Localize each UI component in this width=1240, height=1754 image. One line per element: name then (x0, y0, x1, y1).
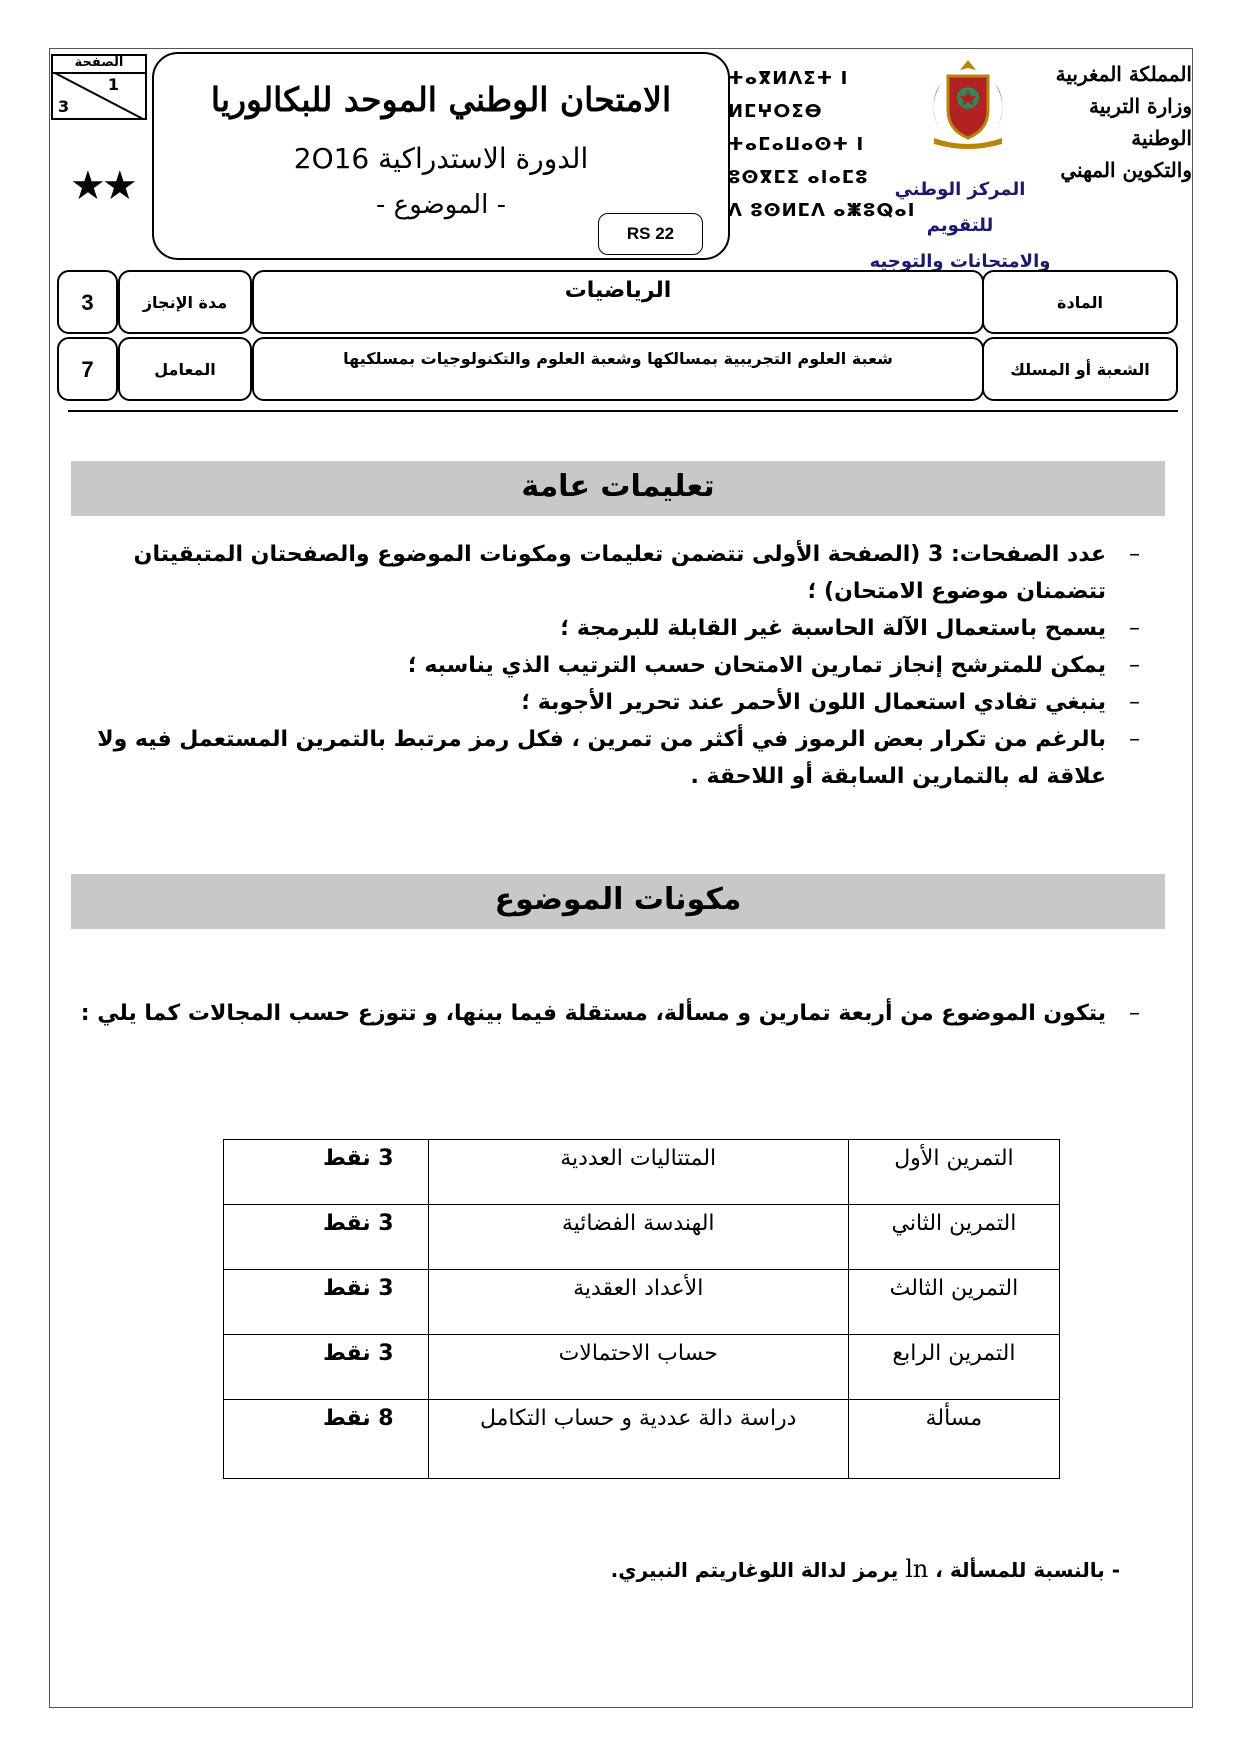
doc-type: - الموضوع - (376, 190, 506, 220)
tifinagh-line-2: ⵜⴰⵎⴰⵡⴰⵙⵜ ⵏ ⵓⵙⴳⵎⵉ ⴰⵏⴰⵎⵓ (728, 134, 869, 188)
tifinagh-line-3: ⴷ ⵓⵙⵍⵎⴷ ⴰⵥⵓⵕⴰⵏ (728, 200, 916, 221)
exercise-name: التمرين الثاني (848, 1205, 1059, 1270)
instructions-list (72, 536, 1140, 795)
branch-label-box (982, 337, 1178, 401)
tifinagh-line-1: ⵜⴰⴳⵍⴷⵉⵜ ⵏ ⵍⵎⵖⵔⵉⴱ (728, 68, 849, 122)
coef-value: 7 (81, 357, 94, 382)
center-line-2: والامتحانات والتوجيه (869, 251, 1051, 272)
instruction-item (72, 610, 1140, 647)
duration-box (57, 270, 118, 334)
page-label: الصفحة (53, 54, 145, 74)
exercise-name: التمرين الرابع (848, 1335, 1059, 1400)
instruction-item (72, 684, 1140, 721)
note-suffix: يرمز لدالة اللوغاريتم النبيري. (610, 1558, 906, 1582)
subject-box (252, 270, 984, 334)
components-intro (72, 992, 1140, 1036)
instruction-item (72, 647, 1140, 684)
instruction-text: يسمح باستعمال الآلة الحاسبة غير القابلة للبرمجة ؛ (560, 616, 1106, 641)
subject-name: الرياضيات (564, 278, 672, 303)
exercise-topic: المتتاليات العددية (428, 1140, 848, 1205)
ln-symbol: ln (905, 1555, 929, 1583)
list-dash: – (1129, 653, 1140, 678)
coef-box (57, 337, 118, 401)
branch-label: الشعبة أو المسلك (1010, 360, 1150, 379)
page-number-box (51, 54, 147, 120)
exercise-topic: حساب الاحتمالات (428, 1335, 848, 1400)
table-row (224, 1335, 1060, 1400)
list-dash: – (1129, 616, 1140, 641)
branch-box (252, 337, 984, 401)
exercise-points: 8 نقط (224, 1400, 429, 1479)
ln-note (580, 1555, 1120, 1583)
coat-of-arms-icon (918, 54, 1018, 154)
exercise-points: 3 نقط (224, 1205, 429, 1270)
exercise-points: 3 نقط (224, 1335, 429, 1400)
components-intro-text: يتكون الموضوع من أربعة تمارين و مسألة، مستقلة فيما بينها، و تتوزع حسب المجالات كما يلي : (80, 1001, 1106, 1026)
coef-label: المعامل (154, 360, 216, 379)
instructions-title: تعليمات عامة (71, 461, 1165, 516)
subject-label: المادة (1057, 293, 1103, 312)
components-table (223, 1139, 1060, 1479)
kingdom-line-2: وزارة التربية الوطنية (1088, 94, 1192, 150)
instruction-text: عدد الصفحات: 3 (الصفحة الأولى تتضمن تعليمات ومكونات الموضوع والصفحتان المتبقيتان تتضمنان موضوع الامتحان) ؛ (133, 542, 1106, 604)
difficulty-stars: ★★ (70, 163, 134, 209)
kingdom-line-1: المملكة المغربية (1055, 62, 1192, 86)
table-row (224, 1205, 1060, 1270)
exam-session: الدورة الاستدراكية 2O16 (293, 142, 589, 175)
subject-label-box (982, 270, 1178, 334)
instruction-text: بالرغم من تكرار بعض الرموز في أكثر من تمرين ، فكل رمز مرتبط بالتمرين المستعمل فيه ولا علاقة له بالتمارين السابقة أو اللاحقة . (97, 727, 1106, 789)
page-total: 3 (58, 97, 70, 116)
table-row (224, 1140, 1060, 1205)
list-dash: – (1129, 1001, 1140, 1026)
duration-value: 3 (81, 290, 94, 315)
kingdom-header (1024, 58, 1192, 186)
duration-label: مدة الإنجاز (142, 293, 228, 312)
instruction-text: يمكن للمترشح إنجاز تمارين الامتحان حسب الترتيب الذي يناسبه ؛ (407, 653, 1106, 678)
table-row (224, 1400, 1060, 1479)
kingdom-line-3: والتكوين المهني (1060, 158, 1192, 182)
note-prefix: - بالنسبة للمسألة ، (928, 1558, 1120, 1582)
exercise-name: مسألة (848, 1400, 1059, 1479)
header-rule (68, 410, 1178, 412)
exercise-name: التمرين الأول (848, 1140, 1059, 1205)
page-current: 1 (107, 75, 119, 94)
exam-code: RS 22 (598, 213, 703, 255)
instruction-text: ينبغي تفادي استعمال اللون الأحمر عند تحرير الأجوبة ؛ (521, 690, 1106, 715)
instruction-item (72, 536, 1140, 610)
list-dash: – (1129, 542, 1140, 567)
exercise-topic: دراسة دالة عددية و حساب التكامل (428, 1400, 848, 1479)
list-dash: – (1129, 690, 1140, 715)
components-title: مكونات الموضوع (71, 874, 1165, 929)
exercise-name: التمرين الثالث (848, 1270, 1059, 1335)
assessment-center (860, 172, 1060, 280)
table-row (224, 1270, 1060, 1335)
center-line-1: المركز الوطني للتقويم (894, 179, 1026, 236)
branch-name: شعبة العلوم التجريبية بمسالكها وشعبة العلوم والتكنولوجيات بمسلكيها (343, 349, 893, 368)
exercise-points: 3 نقط (224, 1140, 429, 1205)
exercise-topic: الأعداد العقدية (428, 1270, 848, 1335)
instruction-item (72, 721, 1140, 795)
exercise-topic: الهندسة الفضائية (428, 1205, 848, 1270)
exercise-points: 3 نقط (224, 1270, 429, 1335)
exam-title: الامتحان الوطني الموحد للبكالوريا (210, 80, 672, 119)
coef-label-box (118, 337, 252, 401)
list-dash: – (1129, 727, 1140, 752)
duration-label-box (118, 270, 252, 334)
